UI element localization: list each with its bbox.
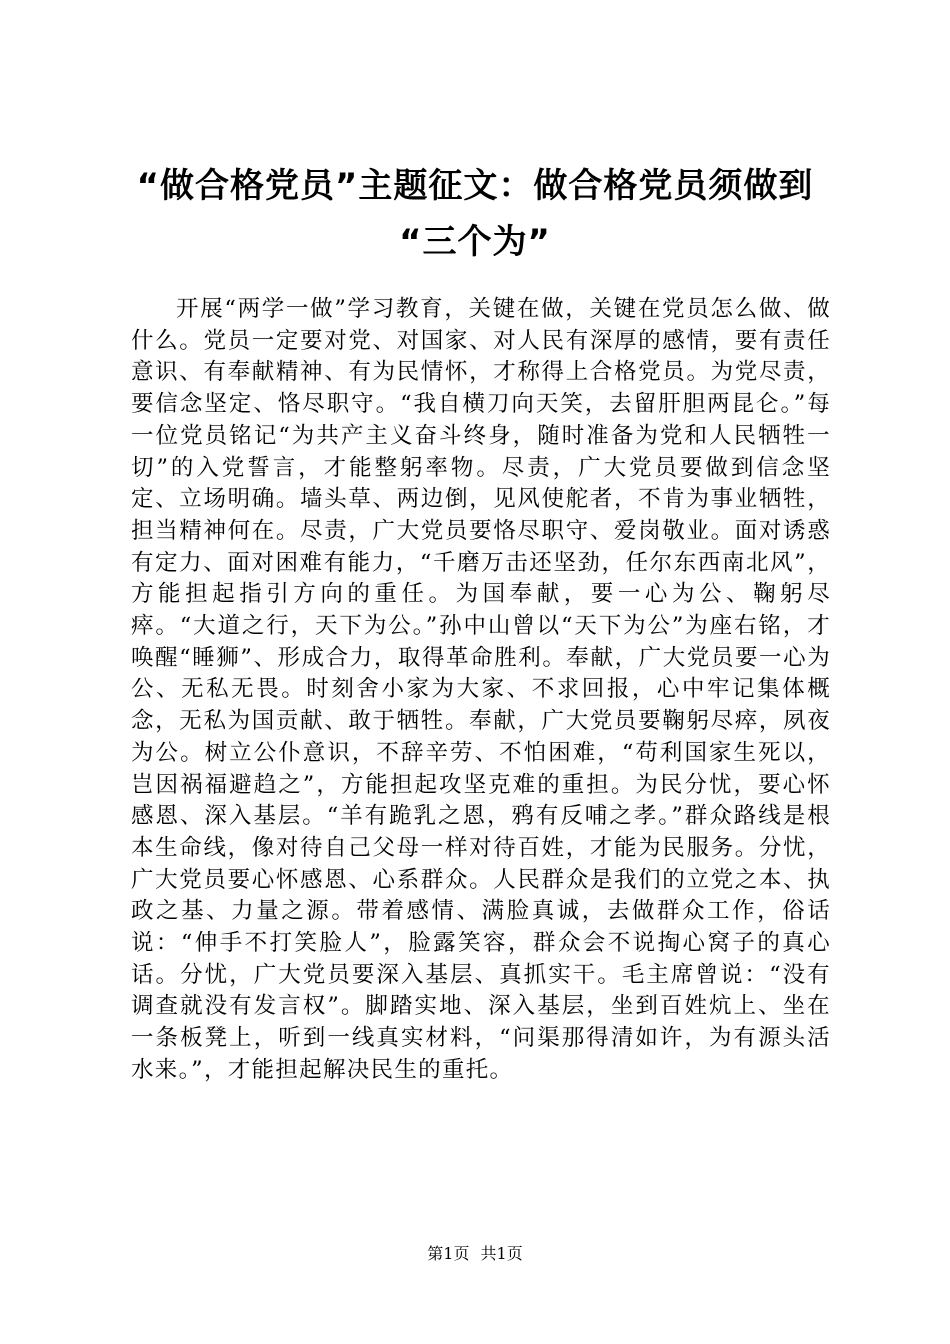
title-line-1: “做合格党员”主题征文：做合格党员须做到 — [136, 166, 814, 206]
title-line-2: “三个为” — [399, 222, 551, 262]
page-footer — [0, 1244, 950, 1264]
page-total: 共1页 — [480, 1244, 523, 1263]
body-paragraph: 开展“两学一做”学习教育，关键在做，关键在党员怎么做、做什么。党员一定要对党、对国家、对人民有深厚的感情，要有责任意识、有奉献精神、有为民情怀，才称得上合格党员。为党尽责，要信念坚定、恪尽职守。“我自横刀向天笑，去留肝胆两昆仑。”每一位党员铭记“为共产主义奋斗终身，随时准备为党和人民牺牲一切”的入党誓言，才能整躬率物。尽责，广大党员要做到信念坚定、立场明确。墙头草、两边倒，见风使舵者，不肯为事业牺牲，担当精神何在。尽责，广大党员要恪尽职守、爱岗敬业。面对诱惑有定力、面对困难有能力，“千磨万击还坚劲，任尔东西南北风”，方能担起指引方向的重任。为国奉献，要一心为公、鞠躬尽瘁。“大道之行，天下为公。”孙中山曾以“天下为公”为座右铭，才唤醒“睡狮”、形成合力，取得革命胜利。奉献，广大党员要一心为公、无私无畏。时刻舍小家为大家、不求回报，心中牢记集体概念，无私为国贡献、敢于牺牲。奉献，广大党员要鞠躬尽瘁，夙夜为公。树立公仆意识，不辞辛劳、不怕困难，“苟利国家生死以，岂因祸福避趋之”，方能担起攻坚克难的重担。为民分忧，要心怀感恩、深入基层。“羊有跪乳之恩，鸦有反哺之孝。”群众路线是根本生命线，像对待自己父母一样对待百姓，才能为民服务。分忧，广大党员要心怀感恩、心系群众。人民群众是我们的立党之本、执政之基、力量之源。带着感情、满脸真诚，去做群众工作，俗话说：“伸手不打笑脸人”，脸露笑容，群众会不说掏心窝子的真心话。分忧，广大党员要深入基层、真抓实干。毛主席曾说：“没有调查就没有发言权”。脚踏实地、深入基层，坐到百姓炕上、坐在一条板凳上，听到一线真实材料，“问渠那得清如许，为有源头活水来。”，才能担起解决民生的重托。 — [131, 296, 831, 1083]
page-number: 第1页 — [427, 1244, 470, 1263]
document-title — [100, 158, 850, 270]
